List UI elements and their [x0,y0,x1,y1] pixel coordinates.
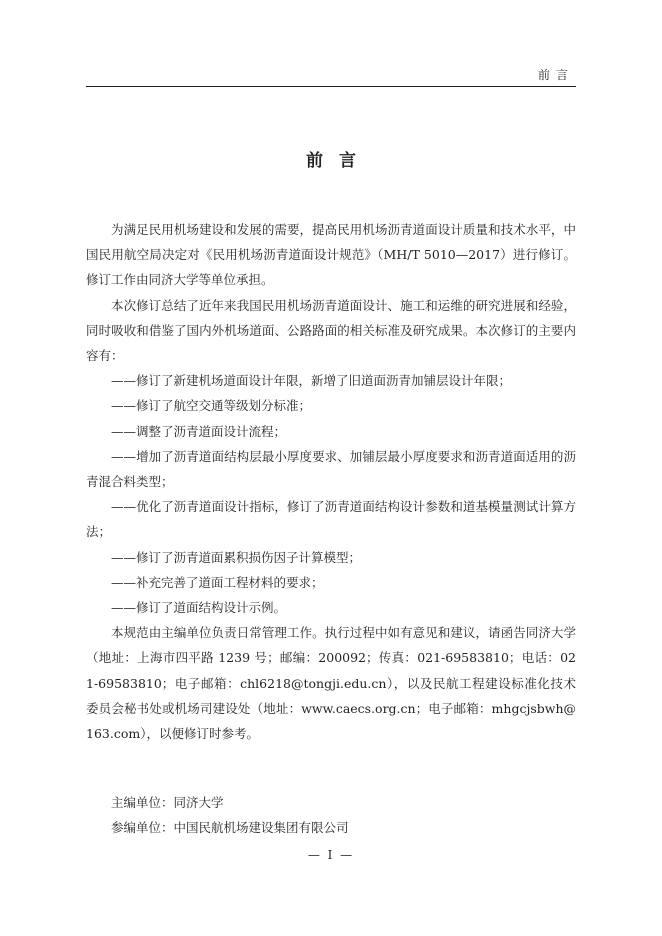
page-title: 前言 [306,151,372,171]
running-header [86,66,576,87]
running-header-title: 前言 [537,68,574,82]
preface-body [86,217,576,746]
paragraph-contact: 本规范由主编单位负责日常管理工作。执行过程中如有意见和建议，请函告同济大学（地址：上海市四平路 1239 号；邮编：200092；传真：021-69583810；电话：021-69583810；电子邮箱：chl6218@tongji.edu.cn），以及民航工程建设标准化技术委员会秘书处或机场司建设处（地址：www.caecs.org.cn；电子邮箱：mhgcjsbwh@163.com），以便修订时参考。 [86,625,576,742]
list-item-design-example: ——修订了道面结构设计示例。 [111,600,287,616]
list-item-materials: ——补充完善了道面工程材料的要求； [111,574,324,590]
page-number: — Ⅰ — [307,848,355,862]
list-item-design-indicators: ——优化了沥青道面设计指标，修订了沥青道面结构设计参数和道基模量测试计算方法； [86,499,576,540]
list-item-design-life: ——修订了新建机场道面设计年限，新增了旧道面沥青加铺层设计年限； [111,373,512,389]
editor-units [111,790,349,840]
co-editor-unit: 参编单位：中国民航机场建设集团有限公司 [111,820,349,835]
paragraph-revision-summary: 本次修订总结了近年来我国民用机场沥青道面设计、施工和运维的研究进展和经验，同时吸收和借鉴了国内外机场道面、公路路面的相关标准及研究成果。本次修订的主要内容有： [86,297,576,364]
chief-editor-unit: 主编单位：同济大学 [111,795,224,810]
list-item-traffic-grade: ——修订了航空交通等级划分标准； [111,398,312,414]
list-item-design-flow: ——调整了沥青道面设计流程； [111,423,287,439]
list-item-damage-model: ——修订了沥青道面累积损伤因子计算模型； [111,549,362,565]
list-item-min-thickness: ——增加了沥青道面结构层最小厚度要求、加铺层最小厚度要求和沥青道面适用的沥青混合料类型； [86,448,576,490]
paragraph-purpose: 为满足民用机场建设和发展的需要，提高民用机场沥青道面设计质量和技术水平，中国民用航空局决定对《民用机场沥青道面设计规范》（MH/T 5010—2017）进行修订。修订工作由同济大学等单位承担。 [86,222,576,288]
